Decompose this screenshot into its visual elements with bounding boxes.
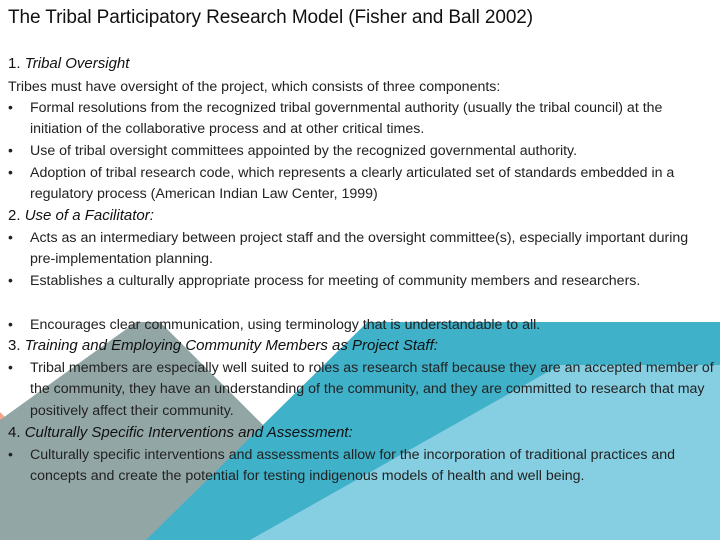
section-1-bullet-3: Adoption of tribal research code, which represents a clearly articulated set of standards embedded in a regulatory process (American Indian Law Center, 1999) (30, 165, 675, 203)
section-1-bullet-2: Use of tribal oversight committees appointed by the recognized governmental authority. (30, 143, 578, 159)
section-3-number: 3. (8, 337, 21, 354)
bullet-marker: • (8, 446, 13, 462)
section-1-intro: Tribes must have oversight of the project, which consists of three components: (8, 79, 501, 95)
section-2-bullet-1: Acts as an intermediary between project staff and the oversight committee(s), especially important during pre-implementation planning. (30, 230, 689, 268)
section-3-bullet-1: Tribal members are especially well suited to roles as research staff because they are an accepted member of the community, they have an understanding of the community, and they are committed to research that may positively affect their community. (30, 360, 714, 419)
section-3-title: Training and Employing Community Members as Project Staff: (24, 337, 438, 354)
section-2-bullet-3: Encourages clear communication, using terminology that is understandable to all. (30, 317, 541, 333)
section-4-bullet-1: Culturally specific interventions and assessments allow for the incorporation of traditional practices and concepts and create the potential for testing indigenous models of health and well being. (30, 447, 676, 485)
section-1-bullet-1: Formal resolutions from the recognized tribal governmental authority (usually the tribal council) at the initiation of the collaborative process and at other critical times. (30, 100, 663, 138)
section-1-title: Tribal Oversight (24, 55, 130, 72)
section-2-number: 2. (8, 207, 21, 224)
bullet-marker: • (8, 99, 13, 115)
bullet-marker: • (8, 229, 13, 245)
section-4-heading (8, 424, 353, 441)
bullet-marker: • (8, 164, 13, 180)
section-4-title: Culturally Specific Interventions and Assessment: (24, 424, 353, 441)
bullet-marker: • (8, 316, 13, 332)
bullet-marker: • (8, 272, 13, 288)
section-2-heading (8, 207, 154, 224)
section-3-heading (8, 337, 438, 354)
section-2-bullet-2: Establishes a culturally appropriate process for meeting of community members and researchers. (30, 273, 641, 289)
slide-title: The Tribal Participatory Research Model (Fisher and Ball 2002) (8, 7, 533, 28)
section-2-title: Use of a Facilitator: (24, 207, 154, 224)
bullet-marker: • (8, 359, 13, 375)
section-1-number: 1. (8, 55, 21, 72)
section-4-number: 4. (8, 424, 21, 441)
bullet-marker: • (8, 142, 13, 158)
section-1-heading (8, 55, 129, 72)
